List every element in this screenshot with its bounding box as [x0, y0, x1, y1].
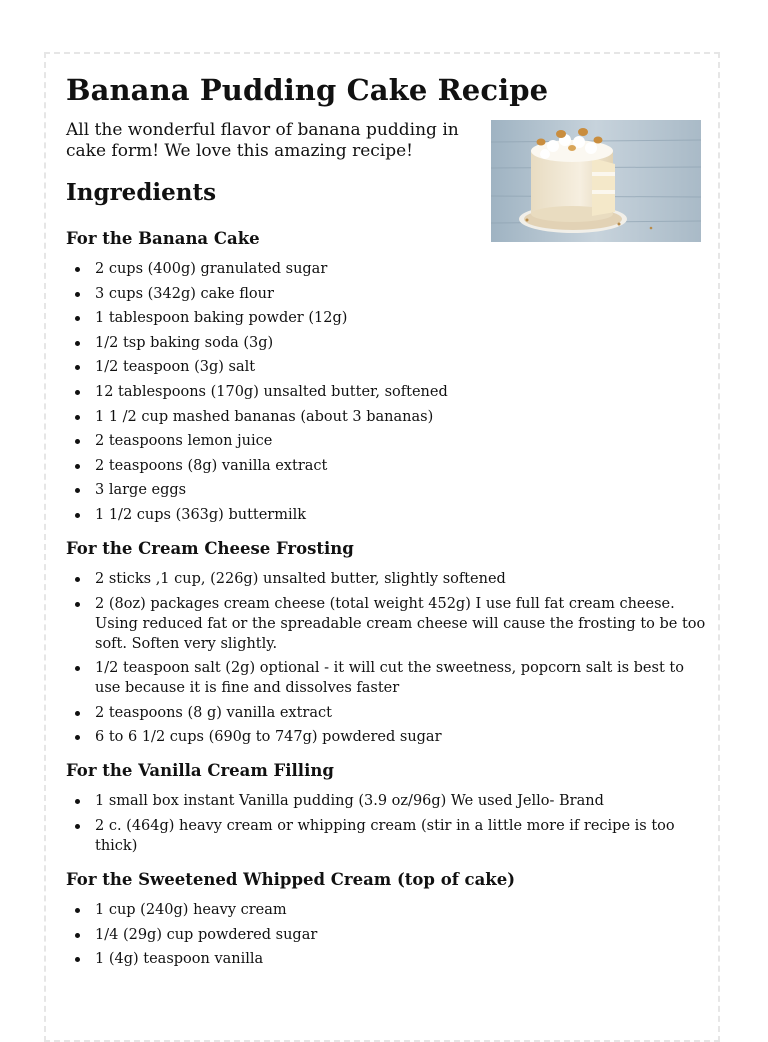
section-heading-vanilla-cream-filling: For the Vanilla Cream Filling	[66, 761, 334, 781]
list-item: 1/4 (29g) cup powdered sugar	[95, 925, 706, 945]
whipped-cream-ingredients	[66, 900, 706, 969]
list-item: 12 tablespoons (170g) unsalted butter, softened	[95, 382, 706, 402]
list-item: 1 small box instant Vanilla pudding (3.9 oz/96g) We used Jello- Brand	[95, 791, 706, 811]
list-item: 3 large eggs	[95, 480, 706, 500]
filling-ingredients	[66, 791, 706, 856]
list-item: 2 (8oz) packages cream cheese (total weight 452g) I use full fat cream cheese. Using reduced fat or the spreadable cream cheese will cause the frosting to be too soft. Soften very slightly.	[95, 595, 706, 652]
recipe-intro: All the wonderful flavor of banana pudding in cake form! We love this amazing recipe!	[66, 120, 459, 161]
page-title: Banana Pudding Cake Recipe	[66, 73, 549, 107]
list-item: 2 teaspoons (8g) vanilla extract	[95, 456, 706, 476]
list-item: 2 teaspoons lemon juice	[95, 431, 706, 451]
ingredients-heading: Ingredients	[66, 179, 217, 206]
banana-cake-ingredients	[66, 259, 706, 525]
list-item: 3 cups (342g) cake flour	[95, 284, 706, 304]
list-item: 2 cups (400g) granulated sugar	[95, 259, 706, 279]
list-item: 1 cup (240g) heavy cream	[95, 900, 706, 920]
list-item: 1/2 teaspoon (3g) salt	[95, 357, 706, 377]
recipe-content	[66, 178, 706, 982]
list-item: 1/2 teaspoon salt (2g) optional - it will cut the sweetness, popcorn salt is best to use because it is fine and dissolves faster	[95, 658, 706, 698]
frosting-ingredients	[66, 569, 706, 747]
list-item: 2 sticks ,1 cup, (226g) unsalted butter, slightly softened	[95, 569, 706, 589]
section-heading-banana-cake: For the Banana Cake	[66, 229, 260, 248]
recipe-card	[44, 52, 720, 1042]
list-item: 1 1/2 cups (363g) buttermilk	[95, 505, 706, 525]
section-heading-cream-cheese-frosting: For the Cream Cheese Frosting	[66, 538, 354, 558]
list-item: 1 tablespoon baking powder (12g)	[95, 308, 706, 328]
section-heading-whipped-cream: For the Sweetened Whipped Cream (top of cake)	[66, 869, 516, 889]
list-item: 2 teaspoons (8 g) vanilla extract	[95, 703, 706, 723]
list-item: 1 1 /2 cup mashed bananas (about 3 bananas)	[95, 407, 706, 427]
list-item: 6 to 6 1/2 cups (690g to 747g) powdered sugar	[95, 727, 706, 747]
list-item: 1 (4g) teaspoon vanilla	[95, 949, 706, 969]
list-item: 2 c. (464g) heavy cream or whipping cream (stir in a little more if recipe is too thick)	[95, 816, 706, 856]
list-item: 1/2 tsp baking soda (3g)	[95, 333, 706, 353]
